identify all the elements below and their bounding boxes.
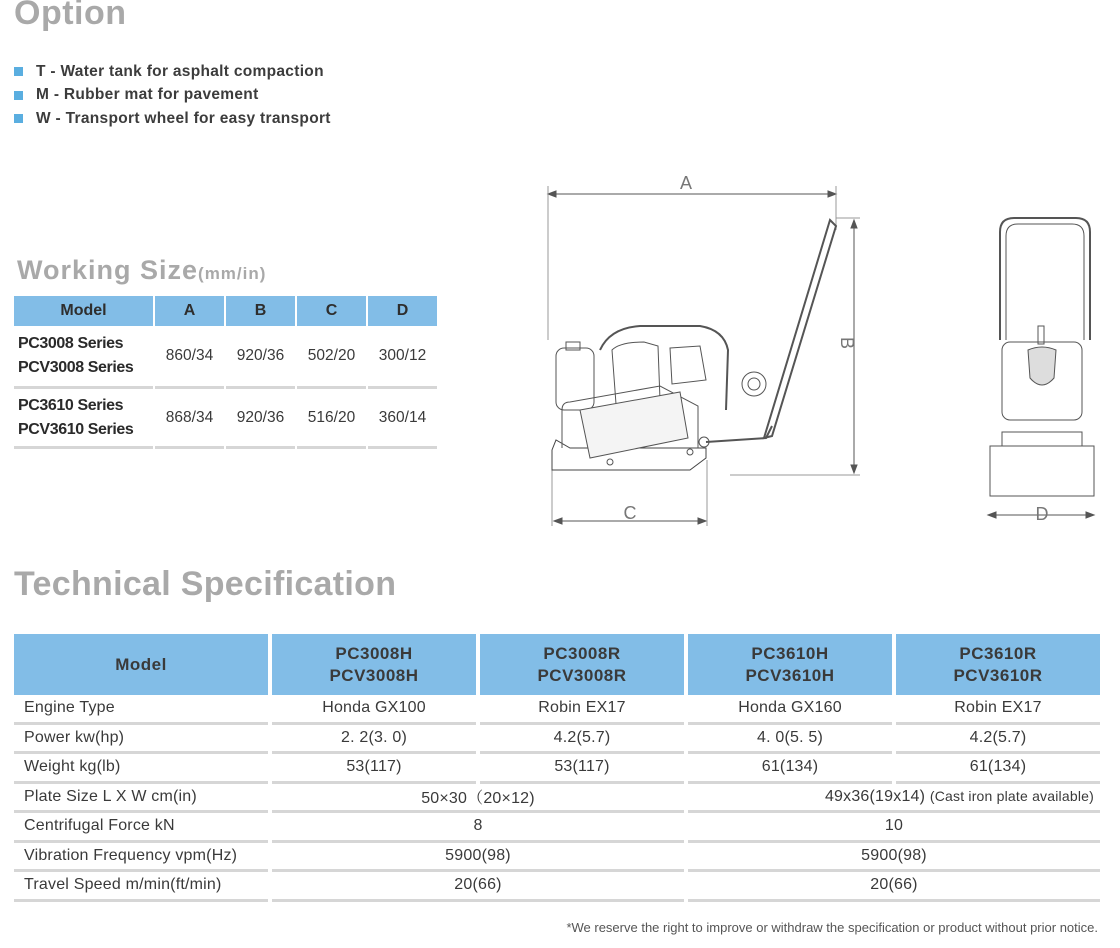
label-b: B (837, 336, 857, 350)
table-row (14, 872, 1100, 902)
cell: Robin EX17 (480, 695, 684, 725)
front-handle (1000, 218, 1090, 340)
cell: 10 (688, 813, 1100, 843)
front-handle-inner (1006, 224, 1084, 340)
table-row (14, 695, 1100, 725)
tech-spec-table (10, 634, 1104, 902)
header-pc3610r: PC3610R PCV3610R (896, 634, 1100, 695)
bullet-icon (14, 67, 23, 76)
machine-side-view-diagram (540, 170, 870, 530)
header-pc3610h: PC3610H PCV3610H (688, 634, 892, 695)
table-row (14, 784, 1100, 814)
cell: 53(117) (272, 754, 476, 784)
header-pc3008r: PC3008R PCV3008R (480, 634, 684, 695)
table-row (14, 754, 1100, 784)
cell: Robin EX17 (896, 695, 1100, 725)
handle-bar (764, 220, 836, 438)
table-row (14, 389, 437, 449)
row-label: Vibration Frequency vpm(Hz) (14, 843, 268, 873)
cell: 61(134) (896, 754, 1100, 784)
cell: 50×30（20×12) (272, 784, 684, 814)
option-list (14, 60, 331, 131)
working-size-unit: (mm/in) (198, 264, 267, 283)
option-item: W - Transport wheel for easy transport (14, 107, 331, 131)
header-d: D (368, 296, 437, 326)
working-size-table (12, 296, 439, 449)
header-pc3008h: PC3008H PCV3008H (272, 634, 476, 695)
header-c: C (297, 296, 366, 326)
cell: 4. 0(5. 5) (688, 725, 892, 755)
table-header-row (14, 296, 437, 326)
handle-pivot-inner (748, 378, 760, 390)
cell: 49x36(19x14) (Cast iron plate available) (688, 784, 1100, 814)
cell: 5900(98) (272, 843, 684, 873)
air-filter (670, 346, 706, 384)
row-label: Plate Size L X W cm(in) (14, 784, 268, 814)
bullet-icon (14, 91, 23, 100)
header-model: Model (14, 296, 153, 326)
front-base (990, 446, 1094, 496)
cell-c: 516/20 (297, 389, 366, 449)
plate-note: (Cast iron plate available) (929, 787, 1094, 804)
cell: Honda GX100 (272, 695, 476, 725)
cell-b: 920/36 (226, 389, 295, 449)
cell: 4.2(5.7) (896, 725, 1100, 755)
row-label: Power kw(hp) (14, 725, 268, 755)
bolt-icon (687, 449, 693, 455)
cell: 53(117) (480, 754, 684, 784)
cell: 61(134) (688, 754, 892, 784)
table-row (14, 326, 437, 389)
cell: Honda GX160 (688, 695, 892, 725)
cell: 20(66) (688, 872, 1100, 902)
cell: 2. 2(3. 0) (272, 725, 476, 755)
cell-d: 300/12 (368, 326, 437, 389)
option-title: Option (14, 0, 127, 32)
table-header-row (14, 634, 1100, 695)
table-row (14, 813, 1100, 843)
cell-d: 360/14 (368, 389, 437, 449)
cell: 5900(98) (688, 843, 1100, 873)
label-d: D (1035, 504, 1049, 524)
row-label: Weight kg(lb) (14, 754, 268, 784)
cell-a: 860/34 (155, 326, 224, 389)
header-b: B (226, 296, 295, 326)
label-c: C (623, 503, 637, 523)
model-cell: PC3008 Series PCV3008 Series (14, 326, 153, 389)
cell: 4.2(5.7) (480, 725, 684, 755)
footnote: *We reserve the right to improve or withdraw the specification or product without prior notice. (566, 920, 1098, 935)
engine-body (612, 342, 660, 404)
machine-front-view-diagram (980, 210, 1100, 530)
cell: 8 (272, 813, 684, 843)
header-model: Model (14, 634, 268, 695)
cell-c: 502/20 (297, 326, 366, 389)
label-a: A (679, 173, 693, 193)
table-row (14, 843, 1100, 873)
cell-b: 920/36 (226, 326, 295, 389)
fuel-cap (566, 342, 580, 350)
cell-a: 868/34 (155, 389, 224, 449)
row-label: Engine Type (14, 695, 268, 725)
cell: 20(66) (272, 872, 684, 902)
bolt-icon (607, 459, 613, 465)
row-label: Centrifugal Force kN (14, 813, 268, 843)
handle-pivot-icon (742, 372, 766, 396)
bullet-icon (14, 114, 23, 123)
header-a: A (155, 296, 224, 326)
model-cell: PC3610 Series PCV3610 Series (14, 389, 153, 449)
table-row (14, 725, 1100, 755)
option-item: M - Rubber mat for pavement (14, 84, 331, 108)
front-tank (1028, 347, 1056, 385)
front-cap (1038, 326, 1044, 344)
tech-spec-title: Technical Specification (14, 565, 397, 603)
working-size-title: Working Size(mm/in) (17, 255, 267, 285)
row-label: Travel Speed m/min(ft/min) (14, 872, 268, 902)
handle-linkage (706, 426, 772, 442)
option-item: T - Water tank for asphalt compaction (14, 60, 331, 84)
front-mount (1002, 432, 1082, 446)
